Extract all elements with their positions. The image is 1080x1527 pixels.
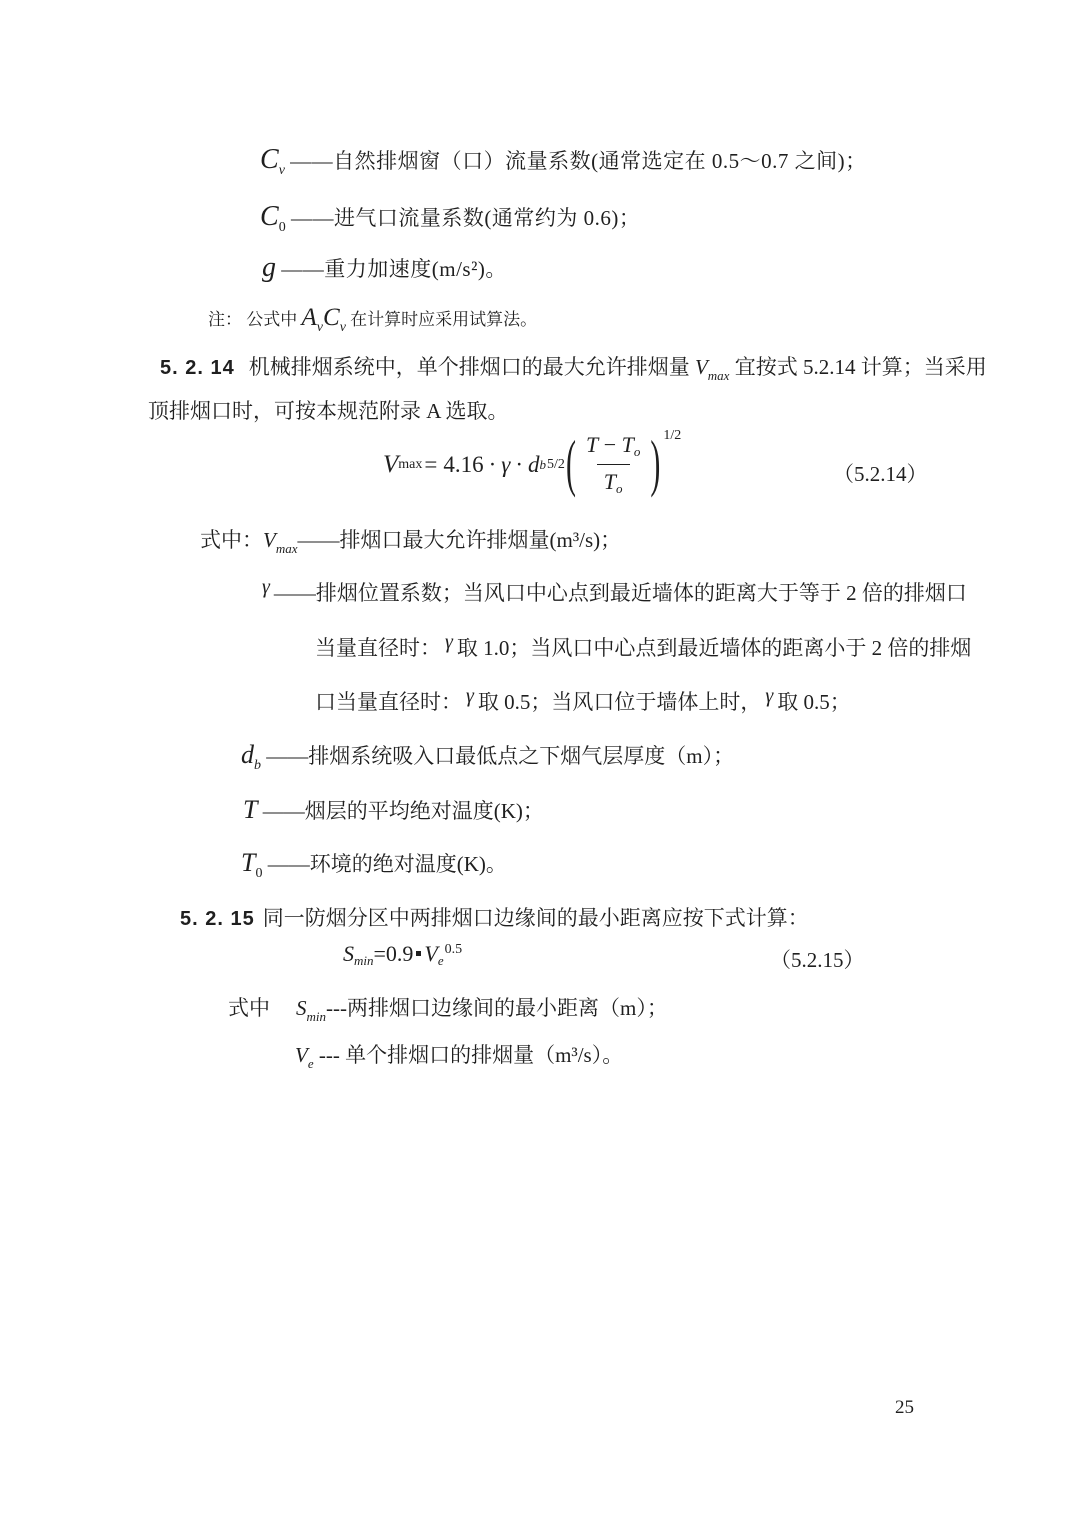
where14-vmax-desc: ——排烟口最大允许排烟量(m³/s)；	[297, 528, 622, 552]
clause-5-2-14-line1	[160, 354, 987, 384]
gamma-symbol-3: γ	[466, 685, 474, 707]
clause-5-2-15-line	[180, 905, 809, 932]
formula15-equals: =	[373, 941, 386, 966]
clause-5-2-14-text-pre: 机械排烟系统中，单个排烟口的最大允许排烟量	[248, 355, 695, 379]
formula15-lhs-sub: min	[354, 953, 374, 968]
where15-ve-dash: ---	[318, 1043, 346, 1067]
definition-t0	[241, 850, 507, 883]
formula14-paren-open: (	[565, 428, 576, 499]
formula-5-2-14	[383, 428, 682, 499]
formula14-equals: =	[424, 451, 438, 477]
where14-vmax-sub: max	[275, 541, 298, 556]
where14-label: 式中：	[200, 528, 263, 552]
symbol-db: d	[241, 740, 254, 769]
formula14-den-t-sub: o	[616, 481, 623, 496]
symbol-cv-note: C	[323, 304, 340, 331]
definition-db	[241, 742, 734, 775]
symbol-c0: C	[260, 201, 279, 232]
gamma-def-line1-text: ——排烟位置系数；当风口中心点到最近墙体的距离大于等于 2 倍的排烟口	[273, 581, 967, 605]
clause-5-2-14-number: 5. 2. 14	[160, 357, 235, 379]
where15-smin-symbol: S	[296, 996, 307, 1020]
where15-smin-desc: 两排烟口边缘间的最小距离（m）；	[346, 996, 668, 1020]
definition-g-text: ——重力加速度(m/s²)。	[281, 257, 507, 281]
formula14-paren-close: )	[650, 428, 661, 499]
symbol-db-sub: b	[254, 758, 261, 773]
formula14-fraction-numerator	[579, 432, 647, 464]
gamma-def-line2-post: 取 1.0；当风口中心点到最近墙体的距离小于 2 倍的排烟	[456, 636, 972, 660]
clause-5-2-14-line2: 顶排烟口时，可按本规范附录 A 选取。	[148, 399, 509, 423]
multiplication-square-dot-icon	[416, 951, 421, 956]
formula15-equation-number: （5.2.15）	[770, 948, 865, 972]
definition-c0-text: ——进气口流量系数(通常约为 0.6)；	[290, 206, 641, 230]
symbol-av: A	[301, 304, 317, 331]
formula15-coefficient: 0.9	[385, 941, 414, 966]
definition-c0	[260, 203, 640, 237]
formula14-equation-number: （5.2.14）	[833, 462, 928, 486]
definition-t-text: ——烟层的平均绝对温度(K)；	[262, 799, 544, 823]
formula14-den-t: T	[603, 469, 617, 494]
clause-5-2-14-text-post: 宜按式 5.2.14 计算；当采用	[729, 355, 987, 379]
formula14-minus: −	[603, 432, 617, 457]
symbol-cv: C	[260, 144, 279, 175]
gamma-def-line3-post: 取 0.5；	[777, 690, 851, 714]
clause-5-2-15-title: 同一防烟分区中两排烟口边缘间的最小距离应按下式计算：	[262, 906, 809, 930]
formula14-num-t2-sub: o	[633, 444, 641, 459]
formula14-dot1: ·	[488, 451, 497, 477]
page-number: 25	[895, 1397, 914, 1418]
gamma-symbol-4: γ	[765, 685, 774, 707]
where15-smin-line	[228, 995, 668, 1025]
definition-t	[243, 797, 544, 824]
formula14-fraction	[579, 432, 647, 497]
gamma-def-line3-mid: 取 0.5；当风口位于墙体上时，	[477, 690, 762, 714]
formula14-lhs: V	[383, 450, 399, 478]
symbol-cv-note-sub: v	[339, 320, 346, 335]
where14-vmax-line	[200, 527, 621, 557]
symbol-t0-sub: 0	[255, 866, 263, 881]
where15-smin-sub: min	[306, 1009, 326, 1024]
formula15-exponent: 0.5	[444, 942, 463, 957]
gamma-symbol-1: γ	[262, 576, 270, 598]
symbol-c0-sub: 0	[278, 220, 286, 235]
formula14-outer-exponent: 1/2	[663, 428, 682, 443]
gamma-def-line1	[262, 575, 967, 606]
definition-db-text: ——排烟系统吸入口最低点之下烟气层厚度（m）；	[266, 744, 735, 768]
symbol-cv-sub: v	[278, 163, 285, 178]
note-line	[208, 305, 537, 337]
symbol-av-sub: v	[316, 320, 323, 335]
definition-cv-text: ——自然排烟窗（口）流量系数(通常选定在 0.5～0.7 之间)；	[290, 149, 867, 173]
definition-g	[262, 254, 507, 282]
symbol-t: T	[243, 795, 258, 824]
formula14-num-t1: T	[585, 432, 599, 457]
where15-ve-line	[295, 1042, 623, 1072]
formula15-v-sub: e	[437, 953, 444, 968]
definition-t0-text: ——环境的绝对温度(K)。	[267, 852, 507, 876]
gamma-def-line3-pre: 口当量直径时：	[315, 690, 462, 714]
where15-smin-dash: ---	[326, 996, 347, 1020]
definition-cv	[260, 146, 867, 180]
where15-ve-symbol: V	[295, 1043, 308, 1067]
symbol-g: g	[262, 252, 276, 283]
formula15-v: V	[424, 941, 438, 966]
formula15-lhs: S	[343, 941, 354, 966]
gamma-symbol-2: γ	[445, 631, 453, 653]
where15-ve-sub: e	[307, 1056, 314, 1071]
where15-ve-desc: 单个排烟口的排烟量（m³/s）。	[345, 1043, 624, 1067]
clause-5-2-15-number: 5. 2. 15	[180, 908, 255, 930]
formula14-lhs-sub: max	[398, 456, 423, 472]
formula14-d-exponent: 5/2	[547, 456, 565, 472]
formula14-dot2: ·	[515, 451, 524, 477]
formula14-coefficient: 4.16	[443, 451, 484, 477]
note-post: 在计算时应采用试算法。	[345, 310, 538, 329]
gamma-def-line3	[315, 684, 851, 715]
symbol-vmax-inline: V	[694, 355, 708, 379]
where14-vmax-symbol: V	[263, 528, 276, 552]
symbol-t0: T	[241, 848, 256, 877]
note-pre: 公式中	[246, 310, 302, 329]
symbol-vmax-inline-sub: max	[707, 368, 730, 383]
formula14-num-t2: T	[621, 432, 634, 457]
where15-label: 式中	[228, 996, 270, 1020]
gamma-def-line2	[315, 630, 971, 661]
gamma-def-line2-pre: 当量直径时：	[315, 636, 441, 660]
formula14-d: d	[528, 451, 540, 477]
formula14-fraction-denominator	[597, 464, 630, 497]
note-label: 注：	[208, 310, 242, 329]
formula14-gamma: γ	[501, 451, 511, 477]
formula14-d-sub: b	[539, 456, 547, 472]
formula-5-2-15	[343, 941, 462, 969]
